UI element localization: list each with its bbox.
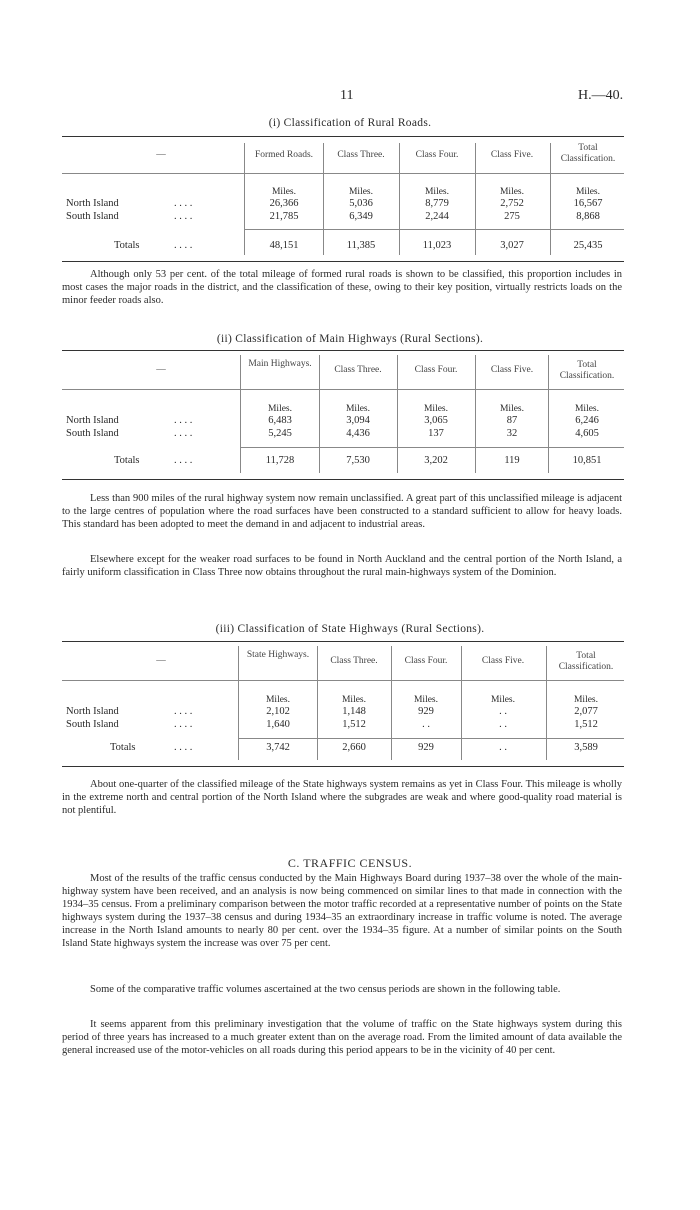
table2-col-rule <box>548 355 549 473</box>
unit: Miles. <box>341 695 366 705</box>
table1-col-rule <box>323 143 324 255</box>
totals-label: Totals <box>114 240 140 251</box>
paragraph <box>62 268 622 307</box>
cell: . . <box>499 719 507 730</box>
unit: Miles. <box>574 404 599 414</box>
cell: 3,202 <box>424 455 448 466</box>
paragraph <box>62 983 622 996</box>
cell: . . <box>499 742 507 753</box>
paragraph <box>62 492 622 531</box>
leader-dots: . . . . <box>174 198 193 209</box>
cell: 5,245 <box>268 428 292 439</box>
table2-col-rule <box>397 355 398 473</box>
table2-col-class-five: Class Five. <box>490 365 534 375</box>
cell: 26,366 <box>269 198 299 209</box>
cell: 2,102 <box>266 706 290 717</box>
unit: Miles. <box>413 695 438 705</box>
cell: 2,244 <box>425 211 449 222</box>
unit: Miles. <box>499 187 524 197</box>
cell: . . <box>499 706 507 717</box>
cell: 5,036 <box>349 198 373 209</box>
cell: 275 <box>504 211 520 222</box>
table2-col-rule <box>319 355 320 473</box>
cell: 1,512 <box>342 719 366 730</box>
cell: 25,435 <box>573 240 603 251</box>
row-label: South Island <box>66 719 119 730</box>
leader-dots: . . . . <box>174 742 193 753</box>
cell: 7,530 <box>346 455 370 466</box>
cell: 16,567 <box>573 198 603 209</box>
cell: 929 <box>418 706 434 717</box>
cell: 3,065 <box>424 415 448 426</box>
table1-col-class-four: Class Four. <box>415 150 459 160</box>
section-heading: C. TRAFFIC CENSUS. <box>287 856 413 870</box>
row-label: North Island <box>66 706 119 717</box>
table2-subtotal-rule <box>240 447 624 448</box>
cell: 3,094 <box>346 415 370 426</box>
totals-label: Totals <box>110 742 136 753</box>
leader-dots: . . . . <box>174 706 193 717</box>
cell: 1,640 <box>266 719 290 730</box>
table2-col-rule <box>475 355 476 473</box>
table2 <box>62 350 624 480</box>
row-label: South Island <box>66 211 119 222</box>
row-label: North Island <box>66 415 119 426</box>
table1-col-rule <box>475 143 476 255</box>
unit: Miles. <box>490 695 515 705</box>
leader-dots: . . . . <box>174 455 193 466</box>
table2-col-total: Total Classification. <box>559 360 615 381</box>
cell: 1,512 <box>574 719 598 730</box>
cell: 11,023 <box>422 240 452 251</box>
unit: Miles. <box>345 404 370 414</box>
table1-header-rule <box>62 173 624 174</box>
table2-col-main: Main Highways. <box>248 359 312 369</box>
cell: 6,246 <box>575 415 599 426</box>
table2-col-class-four: Class Four. <box>414 365 458 375</box>
cell: 6,349 <box>349 211 373 222</box>
table3-col-class-four: Class Four. <box>404 656 448 666</box>
table2-header-rule <box>62 389 624 390</box>
table1-col-formed: Formed Roads. <box>254 150 314 160</box>
table3-header-rule <box>62 680 624 681</box>
cell: 2,077 <box>574 706 598 717</box>
table1-col-total: Total Classification. <box>560 143 616 164</box>
unit: Miles. <box>423 404 448 414</box>
cell: 8,868 <box>576 211 600 222</box>
leader-dots: . . . . <box>174 240 193 251</box>
unit: Miles. <box>271 187 296 197</box>
table2-title: (ii) Classification of Main Highways (Rural Sections). <box>216 333 484 345</box>
table3-col-stub: — <box>156 656 166 666</box>
table1-col-class-three: Class Three. <box>337 150 385 160</box>
cell: 6,483 <box>268 415 292 426</box>
cell: 3,027 <box>500 240 524 251</box>
unit: Miles. <box>265 695 290 705</box>
cell: 48,151 <box>269 240 299 251</box>
table3-col-class-three: Class Three. <box>330 656 378 666</box>
paragraph <box>62 1018 622 1057</box>
cell: 2,660 <box>342 742 366 753</box>
table3-col-state: State Highways. <box>246 650 310 660</box>
leader-dots: . . . . <box>174 428 193 439</box>
row-label: South Island <box>66 428 119 439</box>
table3-col-rule <box>461 646 462 760</box>
table3-col-rule <box>238 646 239 760</box>
paragraph-text: Although only 53 per cent. of the total mileage of formed rural roads is shown to be classified, this proportion includes in most cases the major roads in the district, and the classification of these, owing to their key position, virtually restricts loads on the minor feeder roads also. <box>62 269 622 306</box>
unit: Miles. <box>348 187 373 197</box>
unit: Miles. <box>424 187 449 197</box>
table3-col-total: Total Classification. <box>558 651 614 672</box>
table1 <box>62 136 624 262</box>
paragraph <box>62 778 622 817</box>
table1-col-rule <box>244 143 245 255</box>
table1-col-rule <box>550 143 551 255</box>
paragraph-text: It seems apparent from this preliminary investigation that the volume of traffic on the State highways system during this period of three years has increased to a much greater extent than on the average road. From the limited amount of data available the general increased use of the motor-vehicles on all roads during this period appears to be in the vicinity of 40 per cent. <box>62 1019 622 1056</box>
unit: Miles. <box>575 187 600 197</box>
page-number: 11 <box>340 88 354 103</box>
table1-subtotal-rule <box>244 229 624 230</box>
table1-col-stub: — <box>156 150 166 160</box>
table3-col-rule <box>317 646 318 760</box>
table2-col-class-three: Class Three. <box>334 365 382 375</box>
cell: 929 <box>418 742 434 753</box>
table3 <box>62 641 624 767</box>
cell: 11,728 <box>265 455 295 466</box>
table1-title: (i) Classification of Rural Roads. <box>268 117 432 129</box>
paragraph-text: Less than 900 miles of the rural highway system now remain unclassified. A great part of this unclassified mileage is adjacent to the large centres of population where the road surfaces have been constructed to a standard sufficient to allow for heavy loads. This standard has been adopted to meet the demand in and adjacent to industrial areas. <box>62 493 622 530</box>
leader-dots: . . . . <box>174 211 193 222</box>
paragraph <box>62 872 622 950</box>
cell: 32 <box>506 428 518 439</box>
paragraph <box>62 553 622 579</box>
paragraph-text: Elsewhere except for the weaker road surfaces to be found in North Auckland and the central portion of the North Island, a fairly uniform classification in Class Three now obtains throughout the rural main-highways system of the Dominion. <box>62 554 622 578</box>
table3-col-class-five: Class Five. <box>481 656 525 666</box>
cell: 1,148 <box>342 706 366 717</box>
cell: 3,742 <box>266 742 290 753</box>
leader-dots: . . . . <box>174 415 193 426</box>
cell: 87 <box>506 415 518 426</box>
cell: 11,385 <box>346 240 376 251</box>
table3-subtotal-rule <box>238 738 624 739</box>
cell: 2,752 <box>500 198 524 209</box>
unit: Miles. <box>573 695 598 705</box>
table2-col-rule <box>240 355 241 473</box>
paragraph-text: About one-quarter of the classified mileage of the State highways system remains as yet in Class Four. This mileage is wholly in the extreme north and central portion of the North Island where the subgrades are weak and where good-quality road material is not plentiful. <box>62 779 622 816</box>
unit: Miles. <box>499 404 524 414</box>
paragraph-text: Most of the results of the traffic census conducted by the Main Highways Board during 1937–38 over the whole of the main-highway system have been received, and an analysis is now being commenced on similar lines to that made in connection with the 1934–35 census. From a preliminary comparison between the motor traffic recorded at a representative number of points on the State highways system during the 1937–38 census and during 1934–35 an extraordinary increase in traffic volume is noted. The average increase in the North Island amounts to nearly 80 per cent. over the 1934–35 figure. At a number of similar points on the South Island State highways system the increase was over 75 per cent. <box>62 873 622 949</box>
totals-label: Totals <box>114 455 140 466</box>
table3-col-rule <box>391 646 392 760</box>
cell: 4,436 <box>346 428 370 439</box>
cell: 8,779 <box>425 198 449 209</box>
cell: 10,851 <box>572 455 602 466</box>
cell: 21,785 <box>269 211 299 222</box>
table3-col-rule <box>546 646 547 760</box>
document-reference: H.—40. <box>578 88 624 103</box>
table1-col-rule <box>399 143 400 255</box>
leader-dots: . . . . <box>174 719 193 730</box>
unit: Miles. <box>267 404 292 414</box>
cell: 137 <box>428 428 444 439</box>
cell: . . <box>422 719 430 730</box>
cell: 3,589 <box>574 742 598 753</box>
table1-col-class-five: Class Five. <box>490 150 534 160</box>
paragraph-text: Some of the comparative traffic volumes ascertained at the two census periods are shown in the following table. <box>90 984 561 995</box>
table2-col-stub: — <box>156 365 166 375</box>
row-label: North Island <box>66 198 119 209</box>
cell: 4,605 <box>575 428 599 439</box>
table3-title: (iii) Classification of State Highways (Rural Sections). <box>215 623 485 635</box>
cell: 119 <box>504 455 520 466</box>
